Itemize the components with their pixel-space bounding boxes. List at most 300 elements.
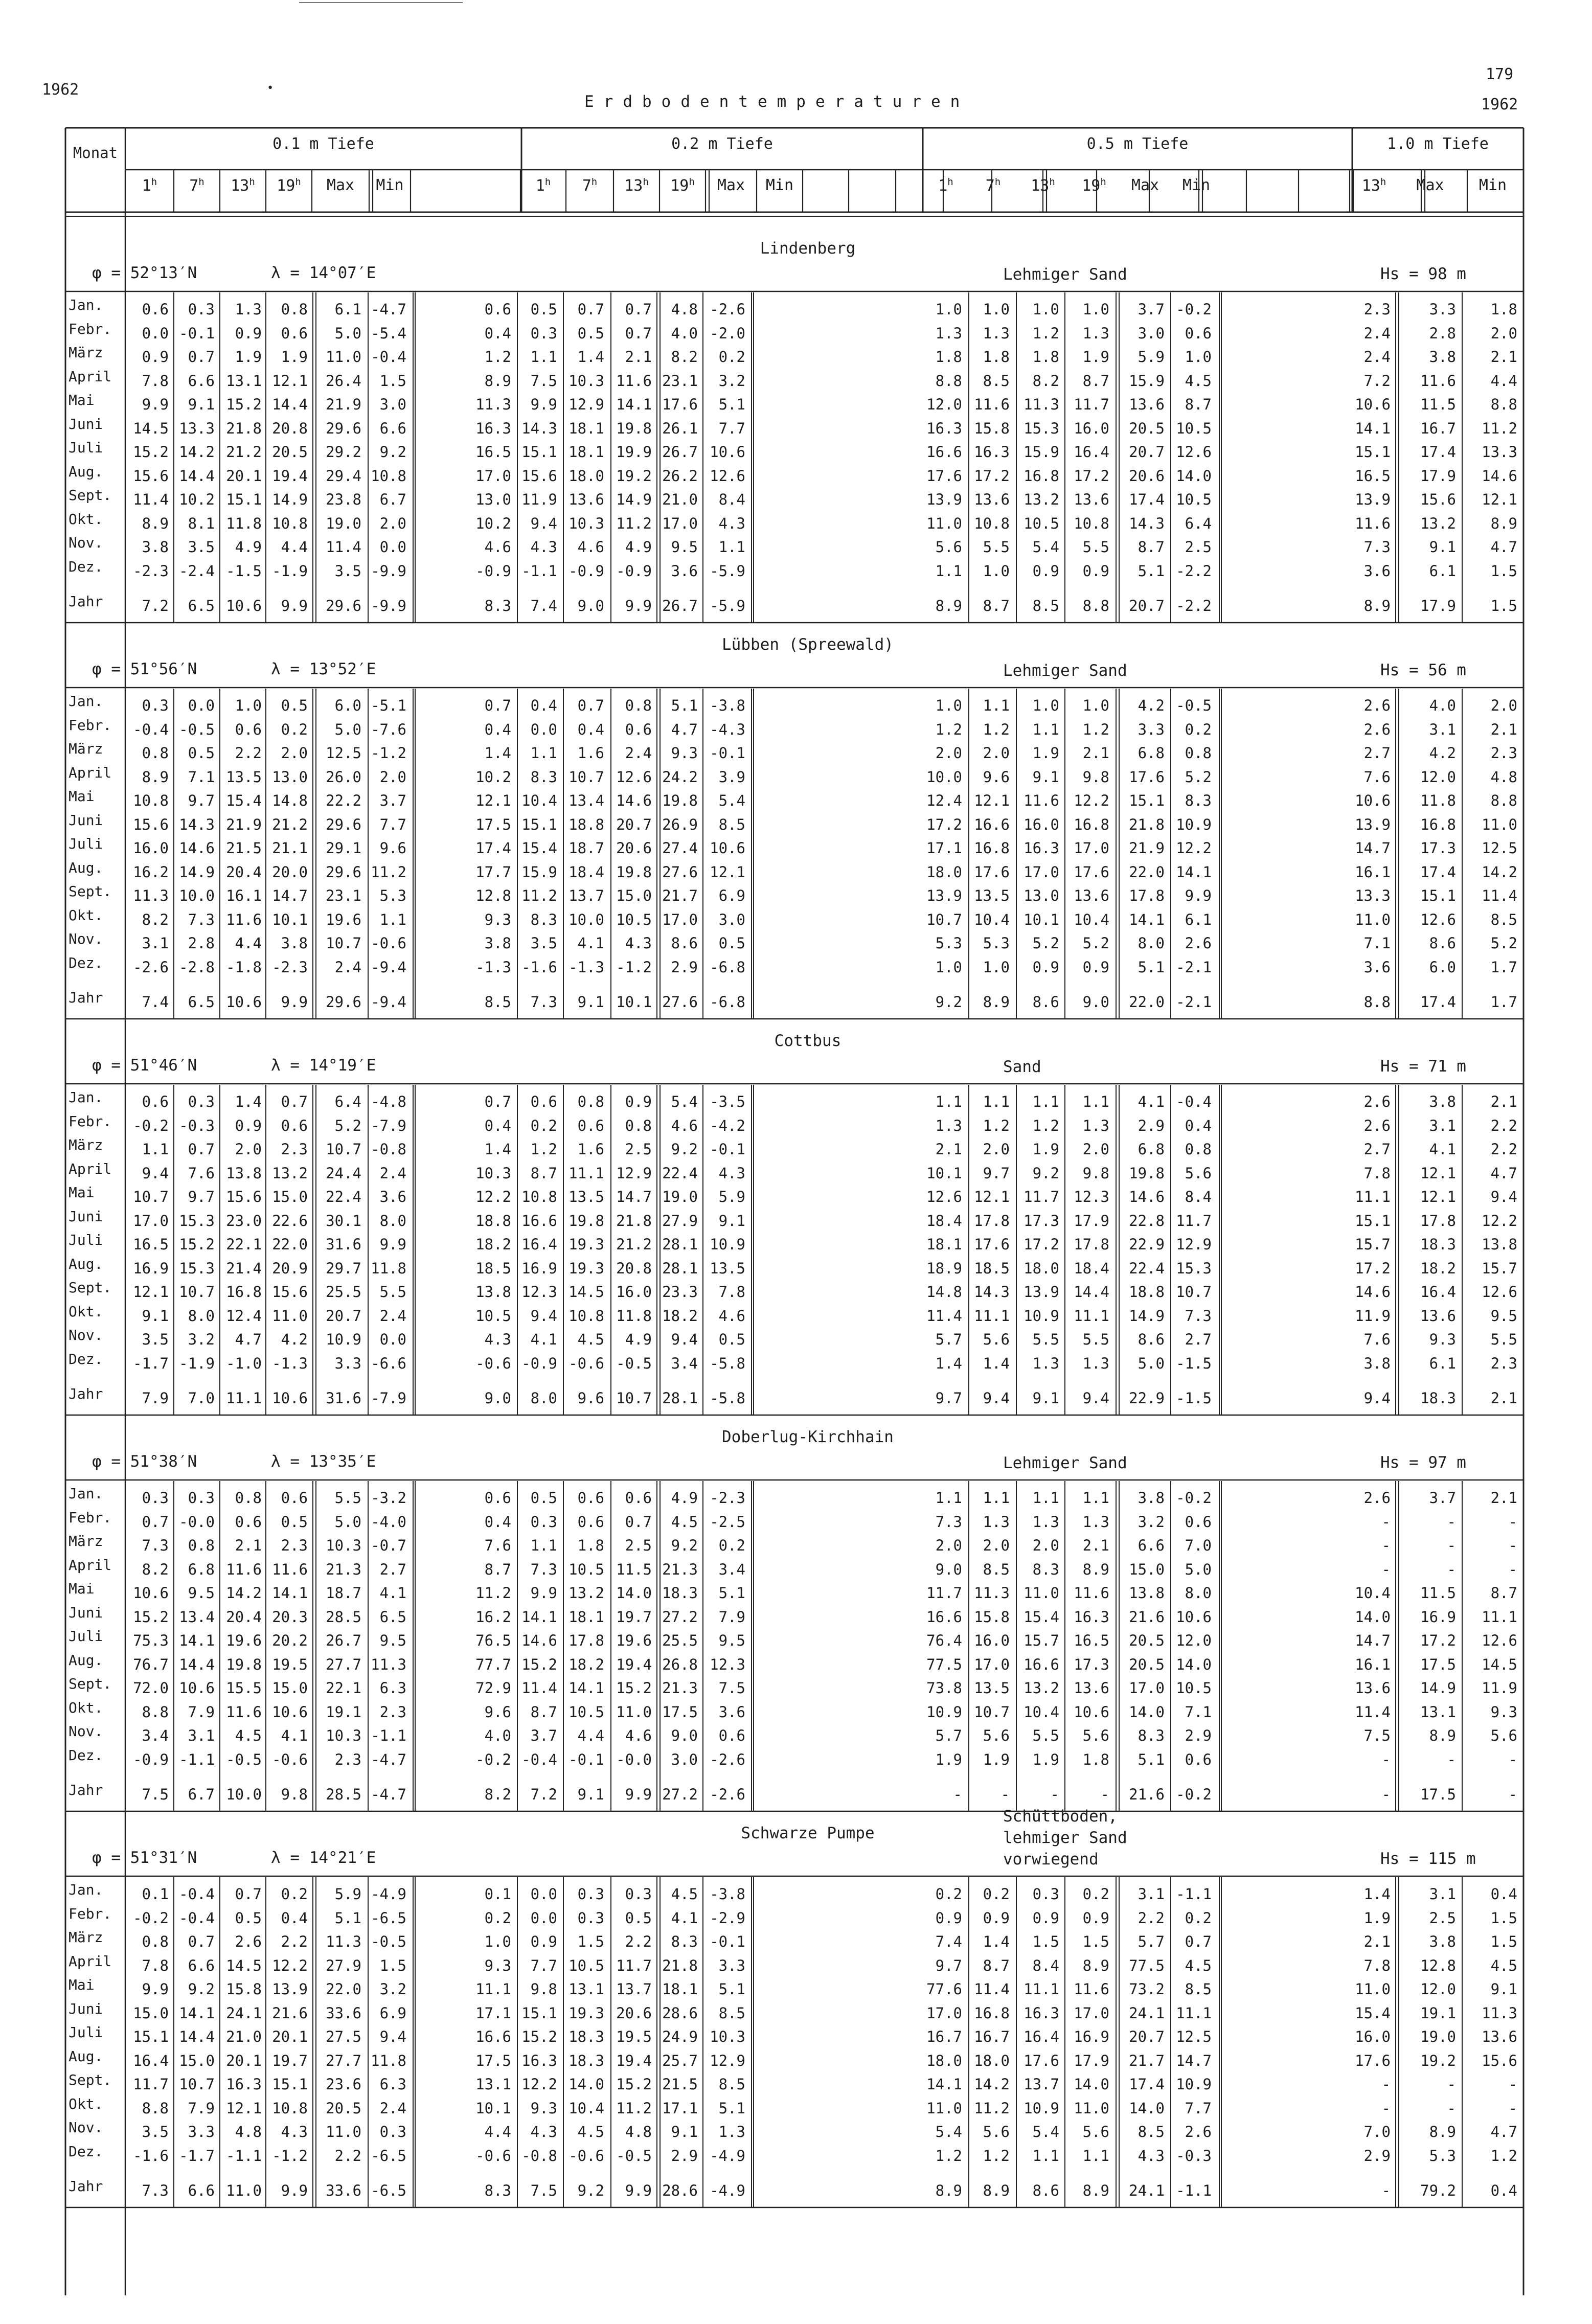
data-cell: 0.6 bbox=[718, 1727, 745, 1744]
year-cell: -2.6 bbox=[710, 1786, 745, 1803]
data-cell: -6.5 bbox=[371, 1909, 406, 1927]
data-cell: -1.6 bbox=[133, 2147, 169, 2164]
data-cell: 18.8 bbox=[1129, 1283, 1165, 1301]
month-label: Nov. bbox=[69, 1723, 103, 1740]
data-cell: 1.5 bbox=[379, 1956, 406, 1974]
data-cell: 13.1 bbox=[226, 372, 262, 390]
data-cell: -0.3 bbox=[1176, 2147, 1212, 2164]
data-cell: 11.3 bbox=[371, 1655, 406, 1673]
data-cell: 73.8 bbox=[926, 1679, 962, 1697]
data-cell: 0.3 bbox=[142, 1489, 169, 1507]
data-cell: 10.7 bbox=[133, 1188, 169, 1205]
year-cell: -9.4 bbox=[371, 993, 406, 1011]
col-header-14: 7$^h$ bbox=[985, 176, 1001, 195]
data-cell: 4.3 bbox=[625, 935, 652, 952]
depth-header-4: 1.0 m Tiefe bbox=[1387, 135, 1489, 153]
data-cell: 4.9 bbox=[235, 538, 262, 556]
data-cell: 14.0 bbox=[616, 1584, 652, 1602]
data-cell: 17.5 bbox=[475, 2052, 511, 2069]
year-cell: 9.1 bbox=[577, 1786, 604, 1803]
data-cell: 13.4 bbox=[568, 792, 604, 809]
data-cell: 12.0 bbox=[1176, 1632, 1212, 1649]
data-cell: - bbox=[1447, 2076, 1456, 2093]
data-cell: 9.2 bbox=[1032, 1164, 1059, 1182]
data-cell: 3.8 bbox=[1429, 1093, 1456, 1110]
data-cell: -2.3 bbox=[133, 562, 169, 580]
data-cell: 5.0 bbox=[1138, 1354, 1165, 1372]
data-cell: 11.3 bbox=[974, 1584, 1010, 1602]
data-cell: 6.1 bbox=[1185, 910, 1212, 928]
data-cell: - bbox=[1381, 2076, 1391, 2093]
data-cell: 14.0 bbox=[568, 2076, 604, 2093]
data-cell: 23.3 bbox=[662, 1283, 698, 1301]
data-cell: 14.1 bbox=[568, 1679, 604, 1697]
year-right: 1962 bbox=[1481, 96, 1518, 113]
data-cell: 13.6 bbox=[1074, 1679, 1109, 1697]
data-cell: 11.0 bbox=[1482, 815, 1517, 833]
data-cell: 2.6 bbox=[1363, 720, 1391, 738]
data-cell: 11.6 bbox=[974, 396, 1010, 413]
data-cell: 15.0 bbox=[272, 1679, 308, 1697]
data-cell: 15.7 bbox=[1355, 1236, 1391, 1253]
year-cell: -5.8 bbox=[710, 1389, 745, 1407]
year-cell: 10.6 bbox=[226, 597, 262, 614]
month-label: Mai bbox=[69, 1580, 95, 1597]
data-cell: 19.1 bbox=[326, 1703, 361, 1721]
data-cell: 16.3 bbox=[974, 443, 1010, 461]
data-cell: 9.3 bbox=[671, 744, 698, 762]
data-cell: 11.4 bbox=[974, 1980, 1010, 1998]
data-cell: 17.6 bbox=[974, 1236, 1010, 1253]
data-cell: 1.8 bbox=[1082, 1750, 1109, 1768]
data-cell: 10.1 bbox=[272, 910, 308, 928]
data-cell: 15.1 bbox=[1420, 887, 1456, 904]
data-cell: 11.4 bbox=[521, 1679, 557, 1697]
year-cell: 1.5 bbox=[1490, 597, 1517, 614]
data-cell: 16.8 bbox=[1074, 815, 1109, 833]
data-cell: 7.7 bbox=[1185, 2099, 1212, 2117]
data-cell: 13.6 bbox=[974, 491, 1010, 508]
data-cell: 14.1 bbox=[179, 1632, 215, 1649]
data-cell: 21.5 bbox=[662, 2076, 698, 2093]
data-cell: 0.9 bbox=[1032, 562, 1059, 580]
data-cell: 1.0 bbox=[983, 301, 1010, 318]
data-cell: 7.8 bbox=[142, 372, 169, 390]
data-cell: 9.0 bbox=[935, 1560, 962, 1578]
data-cell: 14.2 bbox=[226, 1584, 262, 1602]
data-cell: 18.2 bbox=[568, 1655, 604, 1673]
data-cell: 8.6 bbox=[671, 935, 698, 952]
data-cell: 8.3 bbox=[671, 1933, 698, 1950]
data-cell: 2.9 bbox=[671, 958, 698, 976]
data-cell: 5.2 bbox=[334, 1117, 361, 1134]
data-cell: 8.7 bbox=[530, 1164, 557, 1182]
data-cell: 10.1 bbox=[475, 2099, 511, 2117]
data-cell: - bbox=[1508, 2099, 1517, 2117]
data-cell: 10.7 bbox=[326, 1141, 361, 1158]
data-cell: 4.5 bbox=[671, 1513, 698, 1531]
data-cell: 16.3 bbox=[1074, 1608, 1109, 1626]
month-label: Sept. bbox=[69, 1279, 112, 1296]
data-cell: 4.2 bbox=[1429, 744, 1456, 762]
data-cell: 2.0 bbox=[1490, 324, 1517, 342]
data-cell: 0.7 bbox=[235, 1885, 262, 1903]
data-cell: 14.0 bbox=[1074, 2076, 1109, 2093]
data-cell: 0.2 bbox=[530, 1117, 557, 1134]
data-cell: 2.1 bbox=[935, 1141, 962, 1158]
depth-header-3: 0.5 m Tiefe bbox=[1086, 135, 1189, 153]
data-cell: 20.8 bbox=[616, 1259, 652, 1277]
data-cell: 10.3 bbox=[326, 1727, 361, 1744]
data-cell: 18.5 bbox=[974, 1259, 1010, 1277]
data-cell: 11.1 bbox=[974, 1307, 1010, 1325]
data-cell: 0.0 bbox=[530, 1885, 557, 1903]
data-cell: 2.4 bbox=[1363, 348, 1391, 366]
month-label: März bbox=[69, 344, 103, 361]
data-cell: 8.2 bbox=[671, 348, 698, 366]
col-header-16: 19$^h$ bbox=[1082, 176, 1106, 195]
year-cell: 7.2 bbox=[142, 597, 169, 614]
month-label: Dez. bbox=[69, 954, 103, 971]
data-cell: 26.8 bbox=[662, 1655, 698, 1673]
year-cell: -2.2 bbox=[1176, 597, 1212, 614]
data-cell: -0.2 bbox=[1176, 1489, 1212, 1507]
page-number: 179 bbox=[1486, 65, 1514, 83]
monat-header: Monat bbox=[73, 144, 118, 162]
data-cell: 13.5 bbox=[974, 887, 1010, 904]
data-cell: 11.5 bbox=[1420, 1584, 1456, 1602]
data-cell: 8.4 bbox=[1185, 1188, 1212, 1205]
data-cell: 7.3 bbox=[1363, 538, 1391, 556]
data-cell: 11.6 bbox=[1420, 372, 1456, 390]
data-cell: 0.1 bbox=[484, 1885, 511, 1903]
data-cell: 4.8 bbox=[625, 2123, 652, 2140]
data-cell: 7.2 bbox=[1363, 372, 1391, 390]
data-cell: 0.8 bbox=[625, 1117, 652, 1134]
data-cell: 8.5 bbox=[718, 815, 745, 833]
data-cell: 12.6 bbox=[710, 467, 745, 485]
data-cell: 3.3 bbox=[1429, 301, 1456, 318]
data-cell: 9.8 bbox=[1082, 768, 1109, 786]
data-cell: 12.4 bbox=[926, 792, 962, 809]
data-cell: 10.9 bbox=[710, 1236, 745, 1253]
data-cell: 0.7 bbox=[188, 1141, 215, 1158]
data-cell: 19.7 bbox=[616, 1608, 652, 1626]
data-cell: 8.8 bbox=[142, 2099, 169, 2117]
data-cell: 2.7 bbox=[1363, 1141, 1391, 1158]
year-label: Jahr bbox=[69, 2178, 103, 2195]
data-cell: 15.9 bbox=[1129, 372, 1165, 390]
month-label: Juni bbox=[69, 811, 103, 829]
data-cell: 0.6 bbox=[577, 1513, 604, 1531]
data-cell: -0.9 bbox=[616, 562, 652, 580]
data-cell: 25.7 bbox=[662, 2052, 698, 2069]
data-cell: 0.7 bbox=[625, 1513, 652, 1531]
data-cell: 1.0 bbox=[935, 697, 962, 714]
data-cell: 8.8 bbox=[1490, 792, 1517, 809]
data-cell: -0.4 bbox=[133, 720, 169, 738]
year-cell: 24.1 bbox=[1129, 2182, 1165, 2199]
data-cell: 13.9 bbox=[926, 887, 962, 904]
longitude: λ = 14°19′E bbox=[271, 1056, 376, 1075]
data-cell: 12.6 bbox=[1482, 1632, 1517, 1649]
data-cell: 7.6 bbox=[188, 1164, 215, 1182]
data-cell: 14.3 bbox=[974, 1283, 1010, 1301]
data-cell: 2.4 bbox=[379, 2099, 406, 2117]
data-cell: 15.2 bbox=[616, 1679, 652, 1697]
data-cell: 8.8 bbox=[142, 1703, 169, 1721]
data-cell: 15.4 bbox=[1355, 2004, 1391, 2022]
data-cell: 2.8 bbox=[1429, 324, 1456, 342]
data-cell: 11.8 bbox=[226, 514, 262, 532]
data-cell: 12.9 bbox=[568, 396, 604, 413]
data-cell: 13.0 bbox=[475, 491, 511, 508]
data-cell: 11.6 bbox=[272, 1560, 308, 1578]
data-cell: 1.1 bbox=[1032, 2147, 1059, 2164]
data-cell: 9.1 bbox=[188, 396, 215, 413]
data-cell: 2.4 bbox=[625, 744, 652, 762]
data-cell: 13.7 bbox=[616, 1980, 652, 1998]
data-cell: 4.5 bbox=[577, 1331, 604, 1348]
data-cell: 10.5 bbox=[1176, 1679, 1212, 1697]
year-label: Jahr bbox=[69, 989, 103, 1006]
data-cell: 8.0 bbox=[188, 1307, 215, 1325]
month-label: Okt. bbox=[69, 906, 103, 924]
data-cell: -0.0 bbox=[616, 1750, 652, 1768]
data-cell: 24.2 bbox=[662, 768, 698, 786]
data-cell: 0.6 bbox=[1185, 1513, 1212, 1531]
data-cell: 2.3 bbox=[281, 1141, 308, 1158]
data-cell: 0.2 bbox=[718, 1537, 745, 1554]
data-cell: 15.6 bbox=[272, 1283, 308, 1301]
data-cell: 16.0 bbox=[1024, 815, 1059, 833]
data-cell: 7.5 bbox=[718, 1679, 745, 1697]
data-cell: 5.4 bbox=[1032, 2123, 1059, 2140]
data-cell: 1.0 bbox=[1032, 301, 1059, 318]
data-cell: -0.9 bbox=[133, 1750, 169, 1768]
data-cell: 3.8 bbox=[1363, 1354, 1391, 1372]
data-cell: - bbox=[1381, 1750, 1391, 1768]
data-cell: 0.2 bbox=[1185, 1909, 1212, 1927]
year-cell: 6.5 bbox=[188, 597, 215, 614]
year-cell: 8.9 bbox=[1082, 2182, 1109, 2199]
data-cell: - bbox=[1508, 2076, 1517, 2093]
data-cell: 8.9 bbox=[1082, 1956, 1109, 1974]
data-cell: 21.6 bbox=[1129, 1608, 1165, 1626]
data-cell: 2.2 bbox=[1138, 1909, 1165, 1927]
data-cell: 1.2 bbox=[983, 1117, 1010, 1134]
data-cell: -0.5 bbox=[1176, 697, 1212, 714]
data-cell: 16.8 bbox=[974, 839, 1010, 857]
month-label: Okt. bbox=[69, 2095, 103, 2112]
data-cell: 4.8 bbox=[235, 2123, 262, 2140]
data-cell: 19.6 bbox=[326, 910, 361, 928]
data-cell: -2.6 bbox=[133, 958, 169, 976]
data-cell: 3.6 bbox=[1363, 562, 1391, 580]
data-cell: 0.3 bbox=[379, 2123, 406, 2140]
data-cell: 15.6 bbox=[1420, 491, 1456, 508]
data-cell: 0.6 bbox=[235, 720, 262, 738]
data-cell: 3.1 bbox=[1138, 1885, 1165, 1903]
data-cell: 0.6 bbox=[281, 1489, 308, 1507]
data-cell: 18.8 bbox=[475, 1212, 511, 1229]
data-cell: 6.4 bbox=[1185, 514, 1212, 532]
data-cell: 7.1 bbox=[1185, 1703, 1212, 1721]
data-cell: 72.0 bbox=[133, 1679, 169, 1697]
data-cell: 2.1 bbox=[1082, 744, 1109, 762]
data-cell: 3.8 bbox=[1429, 1933, 1456, 1950]
data-cell: 21.7 bbox=[1129, 2052, 1165, 2069]
data-cell: 2.7 bbox=[1363, 744, 1391, 762]
data-cell: 0.9 bbox=[625, 1093, 652, 1110]
data-cell: 24.9 bbox=[662, 2028, 698, 2045]
data-cell: 0.6 bbox=[142, 1093, 169, 1110]
data-cell: 20.6 bbox=[616, 2004, 652, 2022]
data-cell: 11.2 bbox=[974, 2099, 1010, 2117]
data-cell: 11.0 bbox=[326, 2123, 361, 2140]
data-cell: 20.8 bbox=[272, 419, 308, 437]
data-cell: 5.1 bbox=[718, 1980, 745, 1998]
data-cell: 14.1 bbox=[616, 396, 652, 413]
data-cell: 9.5 bbox=[671, 538, 698, 556]
data-cell: 0.8 bbox=[1185, 1141, 1212, 1158]
data-cell: 20.3 bbox=[272, 1608, 308, 1626]
data-cell: 11.7 bbox=[1176, 1212, 1212, 1229]
data-cell: 6.3 bbox=[379, 2076, 406, 2093]
data-cell: 11.6 bbox=[226, 910, 262, 928]
data-cell: 12.9 bbox=[1176, 1236, 1212, 1253]
data-cell: 21.9 bbox=[226, 815, 262, 833]
data-cell: 11.2 bbox=[616, 514, 652, 532]
month-label: Aug. bbox=[69, 463, 103, 480]
data-cell: 4.4 bbox=[577, 1727, 604, 1744]
data-cell: 1.4 bbox=[1363, 1885, 1391, 1903]
data-cell: 10.3 bbox=[475, 1164, 511, 1182]
data-cell: 13.3 bbox=[1355, 887, 1391, 904]
data-cell: 14.3 bbox=[521, 419, 557, 437]
data-cell: 10.9 bbox=[1176, 815, 1212, 833]
data-cell: -6.5 bbox=[371, 2147, 406, 2164]
data-cell: 11.0 bbox=[1024, 1584, 1059, 1602]
data-cell: 9.7 bbox=[983, 1164, 1010, 1182]
col-header-3: 13$^h$ bbox=[231, 176, 255, 195]
data-cell: 6.1 bbox=[334, 301, 361, 318]
month-label: Nov. bbox=[69, 534, 103, 551]
data-cell: 9.9 bbox=[530, 1584, 557, 1602]
data-cell: 5.1 bbox=[671, 697, 698, 714]
data-cell: 3.5 bbox=[142, 2123, 169, 2140]
data-cell: 4.9 bbox=[625, 1331, 652, 1348]
data-cell: 12.1 bbox=[1420, 1164, 1456, 1182]
year-cell: 7.4 bbox=[142, 993, 169, 1011]
data-cell: 9.1 bbox=[142, 1307, 169, 1325]
data-cell: 1.1 bbox=[718, 538, 745, 556]
data-cell: 2.0 bbox=[935, 1537, 962, 1554]
data-cell: -0.4 bbox=[521, 1750, 557, 1768]
longitude: λ = 13°35′E bbox=[271, 1452, 376, 1471]
data-cell: 0.9 bbox=[935, 1909, 962, 1927]
data-cell: -0.9 bbox=[521, 1354, 557, 1372]
data-cell: -0.9 bbox=[475, 562, 511, 580]
data-cell: 17.0 bbox=[926, 2004, 962, 2022]
data-cell: - bbox=[1447, 2099, 1456, 2117]
data-cell: 1.1 bbox=[935, 1489, 962, 1507]
year-cell: 8.2 bbox=[484, 1786, 511, 1803]
data-cell: 8.9 bbox=[484, 372, 511, 390]
data-cell: 15.3 bbox=[179, 1212, 215, 1229]
data-cell: - bbox=[1447, 1750, 1456, 1768]
data-cell: 23.8 bbox=[326, 491, 361, 508]
data-cell: 29.2 bbox=[326, 443, 361, 461]
data-cell: 17.1 bbox=[475, 2004, 511, 2022]
data-cell: -1.7 bbox=[133, 1354, 169, 1372]
data-cell: 20.7 bbox=[1129, 443, 1165, 461]
data-cell: 0.9 bbox=[142, 348, 169, 366]
data-cell: 5.6 bbox=[983, 1727, 1010, 1744]
data-cell: 8.7 bbox=[1082, 372, 1109, 390]
data-cell: 16.0 bbox=[974, 1632, 1010, 1649]
data-cell: 21.3 bbox=[662, 1679, 698, 1697]
data-cell: 22.0 bbox=[1129, 863, 1165, 881]
data-cell: 17.2 bbox=[1074, 467, 1109, 485]
data-cell: - bbox=[1381, 1560, 1391, 1578]
data-cell: 11.3 bbox=[133, 887, 169, 904]
col-header-9: 13$^h$ bbox=[624, 176, 649, 195]
longitude: λ = 13°52′E bbox=[271, 660, 376, 678]
month-label: Juli bbox=[69, 1628, 103, 1645]
data-cell: -4.7 bbox=[371, 1750, 406, 1768]
data-cell: 10.3 bbox=[568, 372, 604, 390]
data-cell: 5.3 bbox=[379, 887, 406, 904]
data-cell: 10.4 bbox=[1074, 910, 1109, 928]
data-cell: 14.3 bbox=[1129, 514, 1165, 532]
data-cell: 9.2 bbox=[671, 1537, 698, 1554]
data-cell: 8.4 bbox=[718, 491, 745, 508]
data-cell: 0.6 bbox=[577, 1489, 604, 1507]
data-cell: 13.1 bbox=[568, 1980, 604, 1998]
data-cell: 5.4 bbox=[671, 1093, 698, 1110]
data-cell: 13.3 bbox=[179, 419, 215, 437]
data-cell: 14.7 bbox=[1355, 839, 1391, 857]
data-cell: 0.2 bbox=[484, 1909, 511, 1927]
data-cell: -0.2 bbox=[1176, 301, 1212, 318]
data-cell: 3.6 bbox=[379, 1188, 406, 1205]
data-cell: 7.1 bbox=[188, 768, 215, 786]
data-cell: -0.2 bbox=[133, 1909, 169, 1927]
data-cell: 2.0 bbox=[983, 744, 1010, 762]
year-cell: - bbox=[1381, 1786, 1391, 1803]
data-cell: 16.9 bbox=[133, 1259, 169, 1277]
data-cell: 5.1 bbox=[718, 2099, 745, 2117]
year-cell: 7.0 bbox=[188, 1389, 215, 1407]
data-cell: 10.3 bbox=[568, 514, 604, 532]
month-label: Jan. bbox=[69, 1089, 103, 1106]
data-cell: 12.6 bbox=[1482, 1283, 1517, 1301]
data-cell: -1.3 bbox=[568, 958, 604, 976]
col-header-7: 1$^h$ bbox=[535, 176, 551, 195]
data-cell: 12.2 bbox=[272, 1956, 308, 1974]
data-cell: 73.2 bbox=[1129, 1980, 1165, 1998]
data-cell: 9.3 bbox=[530, 2099, 557, 2117]
data-cell: - bbox=[1381, 1513, 1391, 1531]
data-cell: 9.8 bbox=[1082, 1164, 1109, 1182]
data-cell: 0.0 bbox=[530, 720, 557, 738]
data-cell: 14.2 bbox=[974, 2076, 1010, 2093]
data-cell: 13.2 bbox=[1420, 514, 1456, 532]
year-cell: 9.4 bbox=[1082, 1389, 1109, 1407]
data-cell: 1.1 bbox=[530, 1537, 557, 1554]
data-cell: 29.6 bbox=[326, 419, 361, 437]
